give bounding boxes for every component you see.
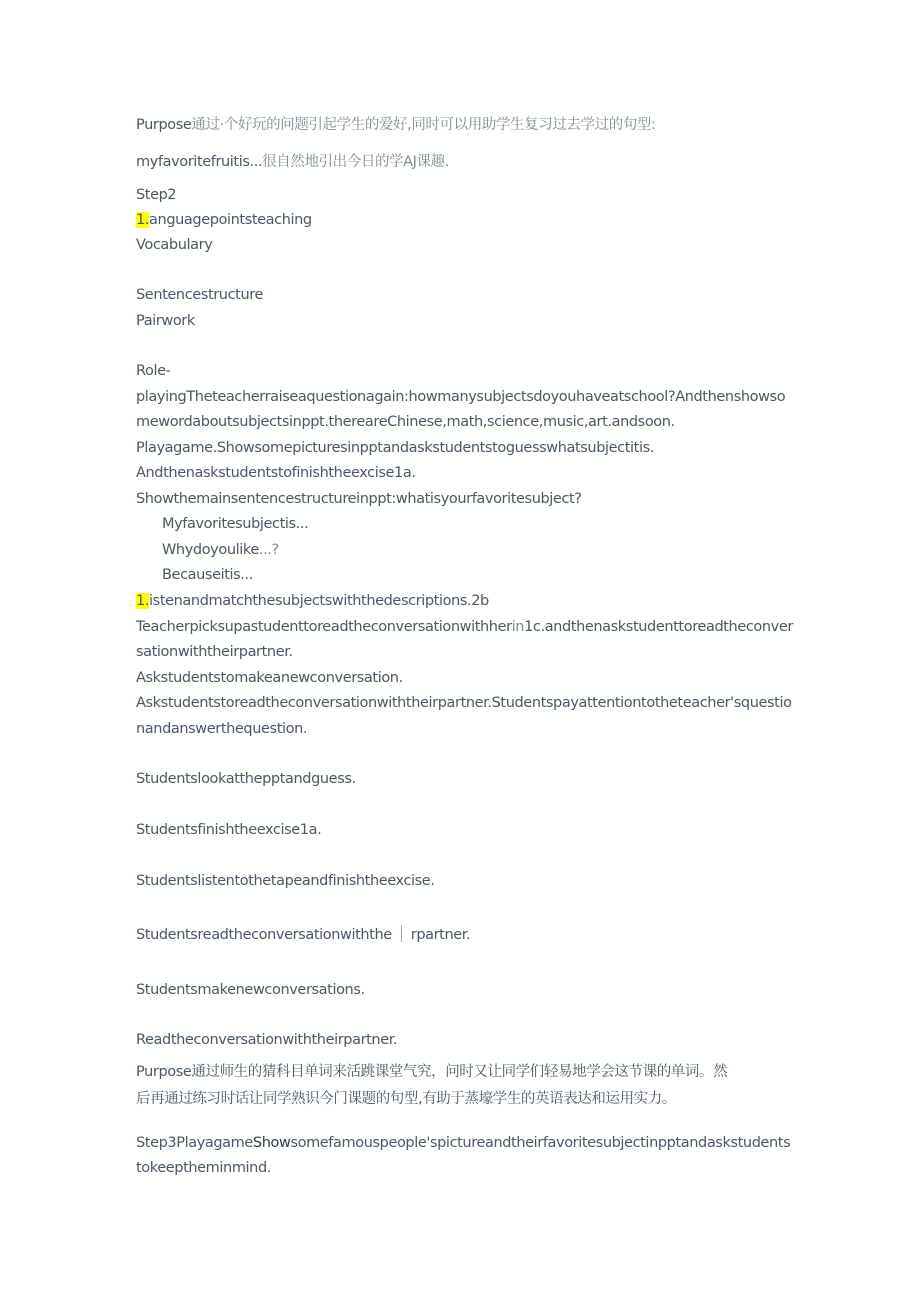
ask-read-line-1: Askstudentstoreadtheconversationwiththeirpartner.Studentspayattentiontotheteacher'squestio [136,695,792,711]
step3-line-2: tokeeptheminmind. [136,1160,271,1176]
students-read-text: Studentsreadtheconversationwiththe [136,927,392,943]
step3-heading: Step3Playagame [136,1135,253,1151]
step3-line-1 [136,1133,790,1153]
highlighted-number: 1. [136,212,150,228]
language-points-text: anguagepointsteaching [149,212,312,228]
students-look-line: Studentslookatthepptandguess. [136,771,356,787]
role-playing-line-1: playingTheteacherraiseaquestionagain:howmanysubjectsdoyouhaveatschool?Andthenshowso [136,389,786,405]
main-structure-line: Showthemainsentencestructureinppt:whatisyourfavoritesubject? [136,491,582,507]
play-game-line: Playagame.Showsomepicturesinpptandaskstudentstoguesswhatsubjectitis. [136,440,654,456]
language-points-line [136,210,312,230]
step3-show: Show [252,1135,291,1151]
listen-match-line [136,591,489,611]
teacher-picks-line-2: sationwiththeirpartner. [136,644,293,660]
ask-read-line-2: nandanswerthequestion. [136,721,308,737]
purpose-text: 通过·个好玩的问题引起学生的爱好,同时可以用助学生复习过去学过的句型: [191,117,656,133]
purpose-continuation: 很自然地引出今日的学AJ课趣. [262,154,449,170]
students-read-line [136,925,470,945]
purpose-line-1 [136,115,656,135]
listen-match-text: istenandmatchthesubjectswiththedescriptions.2b [149,593,489,609]
favorite-subject-sentence: Myfavoritesubjectis... [162,516,309,532]
students-make-line: Studentsmakenewconversations. [136,982,365,998]
purpose2-label: Purpose [136,1064,192,1080]
step2-heading: Step2 [136,187,177,203]
purpose2-text: 通过师生的猜科目单词来活跳课堂气究，问时又让同学们轻易地学会这节课的单词。然 [191,1064,728,1080]
why-text: Whydoyoulike [162,542,259,558]
why-ellipsis: ...? [258,542,279,558]
highlighted-number: 1. [136,593,150,609]
favorite-fruit-text: myfavoritefruitis... [136,154,263,170]
why-sentence [162,540,279,560]
pairwork-label: Pairwork [136,313,195,329]
purpose2-line-1 [136,1062,727,1082]
purpose2-line-2: 后再通过练习时话让同学熟识今门课题的句型,有助于蒸壕学生的英语表达和运用实力。 [136,1091,677,1107]
vocabulary-label: Vocabulary [136,237,213,253]
role-label: Role- [136,363,171,379]
students-finish-line: Studentsfinishtheexcise1a. [136,822,322,838]
purpose-label: Purpose [136,117,192,133]
teacher-picks-rest: 1c.andthenaskstudenttoreadtheconver [524,619,793,635]
ask-new-conversation-line: Askstudentstomakeanewconversation. [136,670,403,686]
exercise-1a-line: Andthenaskstudentstofinishtheexcise1a. [136,465,416,481]
teacher-picks-line-1 [136,617,793,637]
vertical-bar-mark [401,925,402,942]
students-listen-line: Studentslistentothetapeandfinishtheexcise. [136,873,435,889]
teacher-picks-in: in [511,619,525,635]
step3-text: somefamouspeople'spictureandtheirfavoritesubjectinpptandaskstudents [290,1135,791,1151]
read-conversation-line: Readtheconversationwiththeirpartner. [136,1032,398,1048]
sentence-structure-label: Sentencestructure [136,287,264,303]
purpose-line-2 [136,152,449,172]
because-sentence: Becauseitis... [162,567,253,583]
role-playing-line-2: mewordaboutsubjectsinppt.thereareChinese,math,science,music,art.andsoon. [136,414,675,430]
teacher-picks-text: Teacherpicksupastudenttoreadtheconversationwithher [136,619,512,635]
students-read-partner: rpartner. [410,927,471,943]
